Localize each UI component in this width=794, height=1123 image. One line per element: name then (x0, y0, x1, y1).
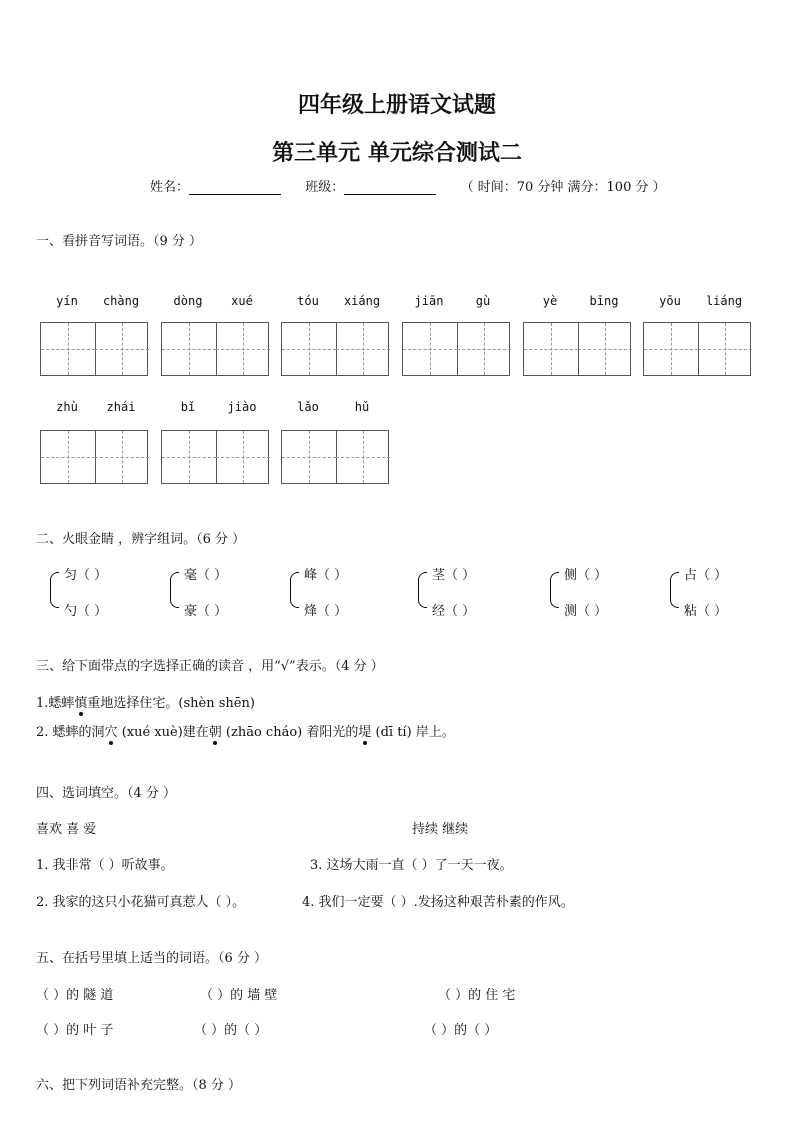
answer-blank[interactable]: （ ） (197, 568, 228, 583)
time-info: （ 时间：70 分钟 满分：100 分 ） (460, 180, 666, 195)
pinyin-label (402, 294, 510, 308)
char-pair-item[interactable] (432, 600, 475, 619)
q4-sentence-1[interactable]: 1. 我非常（ ）听故事。 (36, 858, 174, 873)
pinyin-label (40, 400, 148, 414)
pinyin-label (523, 294, 631, 308)
pinyin-label (281, 294, 389, 308)
q5-r2-a[interactable]: （ ）的 叶 子 (36, 1023, 114, 1038)
pinyin-syllable: yín (56, 294, 78, 308)
answer-blank[interactable]: （ ） (445, 604, 476, 619)
pinyin-syllable: zhù (56, 400, 78, 414)
dotted-char: 朝 (209, 721, 222, 740)
pinyin-label (161, 294, 269, 308)
dotted-char: 堤 (358, 721, 371, 740)
writing-cell[interactable] (216, 431, 270, 483)
name-blank[interactable] (189, 180, 281, 195)
pinyin-syllable: jiān (414, 294, 444, 308)
writing-box[interactable] (161, 322, 269, 376)
pinyin-syllable: yōu (659, 294, 681, 308)
writing-box[interactable] (40, 322, 148, 376)
pinyin-syllable: jiào (227, 400, 257, 414)
writing-cell[interactable] (644, 323, 699, 375)
writing-cell[interactable] (336, 431, 390, 483)
pinyin-syllable: liáng (705, 294, 743, 308)
brace-bracket (670, 572, 679, 608)
pinyin-syllable: lǎo (297, 400, 319, 414)
q5-r2-b[interactable]: （ ）的（ ） (194, 1023, 268, 1038)
answer-blank[interactable]: （ ） (697, 604, 728, 619)
writing-cell[interactable] (403, 323, 458, 375)
pair-character: 匀 (64, 568, 78, 583)
q3-l2-options-1[interactable]: (xué xuè)建在 (117, 725, 209, 740)
pinyin-label (643, 294, 751, 308)
word-bank-right: 持续 继续 (412, 822, 469, 837)
writing-cell[interactable] (457, 323, 511, 375)
writing-box[interactable] (402, 322, 510, 376)
pair-character: 豪 (184, 604, 198, 619)
writing-cell[interactable] (336, 323, 390, 375)
answer-blank[interactable]: （ ） (317, 568, 348, 583)
pair-character: 勺 (64, 604, 78, 619)
writing-box[interactable] (281, 322, 389, 376)
answer-blank[interactable]: （ ） (577, 568, 608, 583)
pinyin-syllable: zhái (106, 400, 136, 414)
char-pair-item[interactable] (684, 600, 727, 619)
pinyin-syllable: yè (542, 294, 558, 308)
answer-blank[interactable]: （ ） (77, 568, 108, 583)
pinyin-syllable: hǔ (354, 400, 370, 414)
answer-blank[interactable]: （ ） (77, 604, 108, 619)
section-3-heading: 三、给下面带点的字选择正确的读音 ，用“√”表示。（4 分 ） (36, 659, 384, 674)
pair-character: 经 (432, 604, 446, 619)
answer-blank[interactable]: （ ） (445, 568, 476, 583)
word-bank-left: 喜欢 喜 爱 (36, 822, 97, 837)
section-4-heading: 四、选词填空。（4 分 ） (36, 786, 177, 801)
pair-character: 峰 (304, 568, 318, 583)
writing-box[interactable] (40, 430, 148, 484)
pair-character: 测 (564, 604, 578, 619)
pinyin-syllable: xiáng (343, 294, 381, 308)
writing-cell[interactable] (162, 431, 217, 483)
dotted-char: 穴 (105, 721, 118, 740)
char-pair-item[interactable] (432, 564, 475, 583)
answer-blank[interactable]: （ ） (197, 604, 228, 619)
section-6-heading: 六、把下列词语补充完整。（8 分 ） (36, 1078, 242, 1093)
brace-bracket (290, 572, 299, 608)
section-2-heading: 二、火眼金睛 ，辨字组词。（6 分 ） (36, 532, 246, 547)
answer-blank[interactable]: （ ） (317, 604, 348, 619)
page-title: 四年级上册语文试题 (297, 92, 496, 118)
writing-box[interactable] (281, 430, 389, 484)
q3-l2-text: 2. 蟋蟀的洞 (36, 725, 105, 740)
q5-r1-a[interactable]: （ ）的 隧 道 (36, 988, 114, 1003)
pinyin-label (40, 294, 148, 308)
char-pair-item[interactable] (564, 600, 607, 619)
writing-box[interactable] (161, 430, 269, 484)
char-pair-item[interactable] (184, 600, 227, 619)
char-pair-item[interactable] (304, 564, 347, 583)
pinyin-syllable: dòng (173, 294, 203, 308)
pair-character: 烽 (304, 604, 318, 619)
page-subtitle: 第三单元 单元综合测试二 (272, 140, 522, 166)
brace-bracket (550, 572, 559, 608)
q3-l2-options-3[interactable]: (dī tí) 岸上。 (371, 725, 455, 740)
writing-cell[interactable] (95, 431, 149, 483)
pinyin-label (281, 400, 389, 414)
q3-l1-options[interactable]: 重地选择住宅。(shèn shēn) (87, 696, 255, 711)
pair-character: 占 (684, 568, 698, 583)
q3-line-2 (36, 721, 455, 740)
writing-cell[interactable] (578, 323, 632, 375)
writing-cell[interactable] (216, 323, 270, 375)
pinyin-syllable: tóu (297, 294, 319, 308)
q5-r2-c[interactable]: （ ）的（ ） (424, 1023, 498, 1038)
writing-box[interactable] (643, 322, 751, 376)
pinyin-label (161, 400, 269, 414)
q4-sentence-2[interactable]: 2. 我家的这只小花猫可真惹人（ ）。 (36, 895, 246, 910)
q5-r1-c[interactable]: （ ）的 住 宅 (438, 988, 516, 1003)
pair-character: 侧 (564, 568, 578, 583)
writing-cell[interactable] (41, 323, 96, 375)
pinyin-syllable: bǐ (180, 400, 196, 414)
writing-cell[interactable] (162, 323, 217, 375)
class-label: 班级： (305, 180, 345, 195)
brace-bracket (170, 572, 179, 608)
char-pair-item[interactable] (304, 600, 347, 619)
student-info-row (150, 176, 666, 195)
q3-line-1 (36, 692, 255, 711)
section-5-heading: 五、在括号里填上适当的词语。（6 分 ） (36, 951, 268, 966)
char-pair-item[interactable] (564, 564, 607, 583)
char-pair-item[interactable] (684, 564, 727, 583)
char-pair-item[interactable] (184, 564, 227, 583)
pinyin-syllable: bīng (589, 294, 619, 308)
pinyin-syllable: xué (231, 294, 253, 308)
writing-cell[interactable] (282, 323, 337, 375)
q5-r1-b[interactable]: （ ）的 墙 壁 (200, 988, 278, 1003)
pinyin-syllable: chàng (102, 294, 140, 308)
writing-box[interactable] (523, 322, 631, 376)
writing-cell[interactable] (282, 431, 337, 483)
writing-cell[interactable] (95, 323, 149, 375)
writing-cell[interactable] (524, 323, 579, 375)
section-1-heading: 一、看拼音写词语。（9 分 ） (36, 234, 203, 249)
name-label: 姓名： (150, 180, 190, 195)
brace-bracket (418, 572, 427, 608)
char-pair-item[interactable] (64, 600, 107, 619)
pair-character: 茎 (432, 568, 446, 583)
answer-blank[interactable]: （ ） (577, 604, 608, 619)
pinyin-syllable: gù (475, 294, 491, 308)
dotted-char: 慎 (74, 692, 87, 711)
char-pair-item[interactable] (64, 564, 107, 583)
q3-l1-text: 1.蟋蟀 (36, 696, 75, 711)
q3-l2-options-2[interactable]: (zhāo cháo) 着阳光的 (221, 725, 359, 740)
pair-character: 粘 (684, 604, 698, 619)
q4-sentence-3[interactable]: 3. 这场大雨一直（ ）了一天一夜。 (310, 858, 513, 873)
answer-blank[interactable]: （ ） (697, 568, 728, 583)
brace-bracket (50, 572, 59, 608)
pair-character: 毫 (184, 568, 198, 583)
q4-sentence-4[interactable]: 4. 我们一定要（ ）.发扬这种艰苦朴素的作风。 (302, 895, 574, 910)
writing-cell[interactable] (698, 323, 752, 375)
writing-cell[interactable] (41, 431, 96, 483)
class-blank[interactable] (344, 180, 436, 195)
